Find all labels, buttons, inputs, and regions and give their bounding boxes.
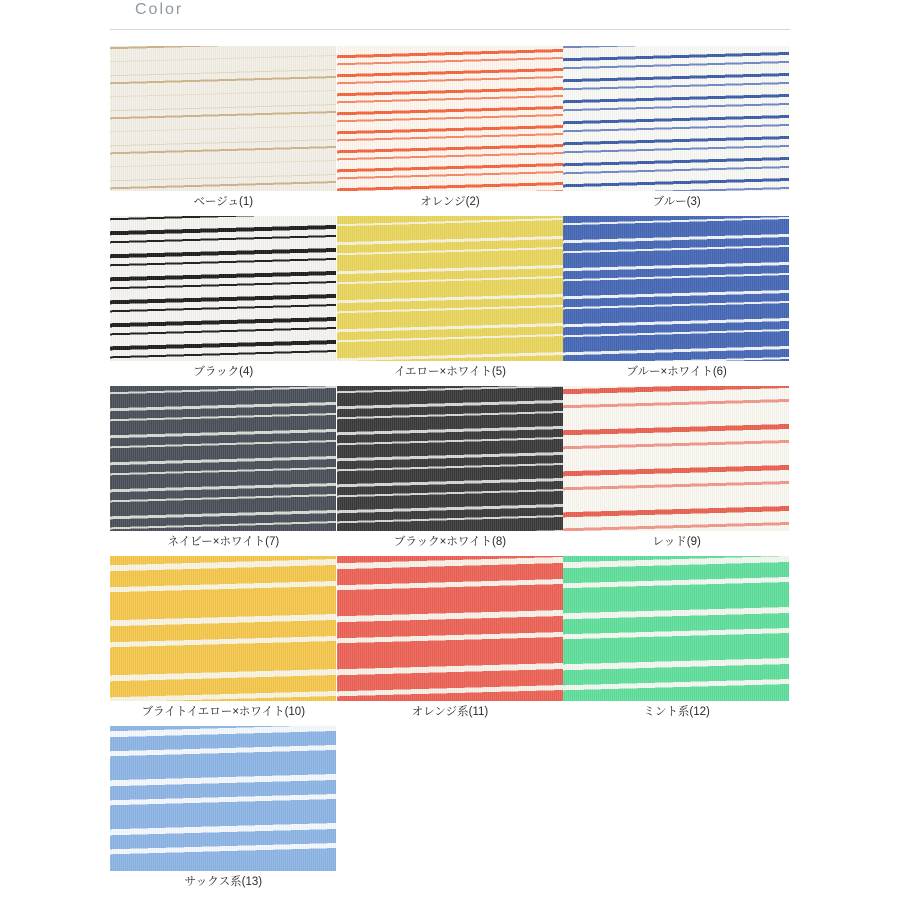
swatch-label-6: ブルー×ホワイト(6) [626, 366, 727, 378]
swatch-row [110, 216, 790, 386]
swatch-label-5: イエロー×ホワイト(5) [394, 366, 506, 378]
swatch-label-10: ブライトイエロー×ホワイト(10) [141, 706, 306, 718]
swatch-label-4: ブラック(4) [193, 366, 254, 378]
swatch-label-9: レッド(9) [652, 536, 701, 548]
swatch-image-13[interactable] [110, 726, 336, 871]
swatch-label-3: ブルー(3) [652, 196, 701, 208]
swatch-image-1[interactable] [110, 46, 336, 191]
swatch-label-1: ベージュ(1) [193, 196, 254, 208]
swatch-label-11: オレンジ系(11) [411, 706, 489, 718]
swatch-row [110, 386, 790, 556]
swatch-cell-10[interactable] [110, 556, 337, 719]
swatch-image-6[interactable] [563, 216, 789, 361]
swatch-cell-empty-b [563, 726, 790, 889]
swatch-label-7: ネイビー×ホワイト(7) [167, 536, 280, 548]
swatch-cell-9[interactable] [563, 386, 790, 549]
swatch-row [110, 556, 790, 726]
swatch-cell-3[interactable] [563, 46, 790, 209]
swatch-row [110, 46, 790, 216]
swatch-image-4[interactable] [110, 216, 336, 361]
swatch-label-13: サックス系(13) [184, 876, 263, 888]
swatch-image-10[interactable] [110, 556, 336, 701]
swatch-cell-11[interactable] [337, 556, 564, 719]
page-title: Color [135, 1, 184, 18]
swatch-label-8: ブラック×ホワイト(8) [393, 536, 507, 548]
swatch-label-12: ミント系(12) [643, 706, 710, 718]
swatch-cell-13[interactable] [110, 726, 337, 889]
swatch-label-2: オレンジ(2) [420, 196, 480, 208]
swatch-image-11[interactable] [337, 556, 563, 701]
swatch-cell-empty-a [337, 726, 564, 889]
swatch-image-7[interactable] [110, 386, 336, 531]
swatch-row [110, 726, 790, 896]
swatch-image-9[interactable] [563, 386, 789, 531]
swatch-image-8[interactable] [337, 386, 563, 531]
swatch-cell-8[interactable] [337, 386, 564, 549]
swatch-cell-6[interactable] [563, 216, 790, 379]
swatch-image-12[interactable] [563, 556, 789, 701]
swatch-cell-1[interactable] [110, 46, 337, 209]
section-header [110, 0, 790, 30]
swatch-cell-5[interactable] [337, 216, 564, 379]
swatch-cell-4[interactable] [110, 216, 337, 379]
swatch-grid [110, 46, 790, 896]
swatch-cell-12[interactable] [563, 556, 790, 719]
swatch-cell-7[interactable] [110, 386, 337, 549]
swatch-cell-2[interactable] [337, 46, 564, 209]
swatch-image-2[interactable] [337, 46, 563, 191]
swatch-image-3[interactable] [563, 46, 789, 191]
swatch-image-5[interactable] [337, 216, 563, 361]
